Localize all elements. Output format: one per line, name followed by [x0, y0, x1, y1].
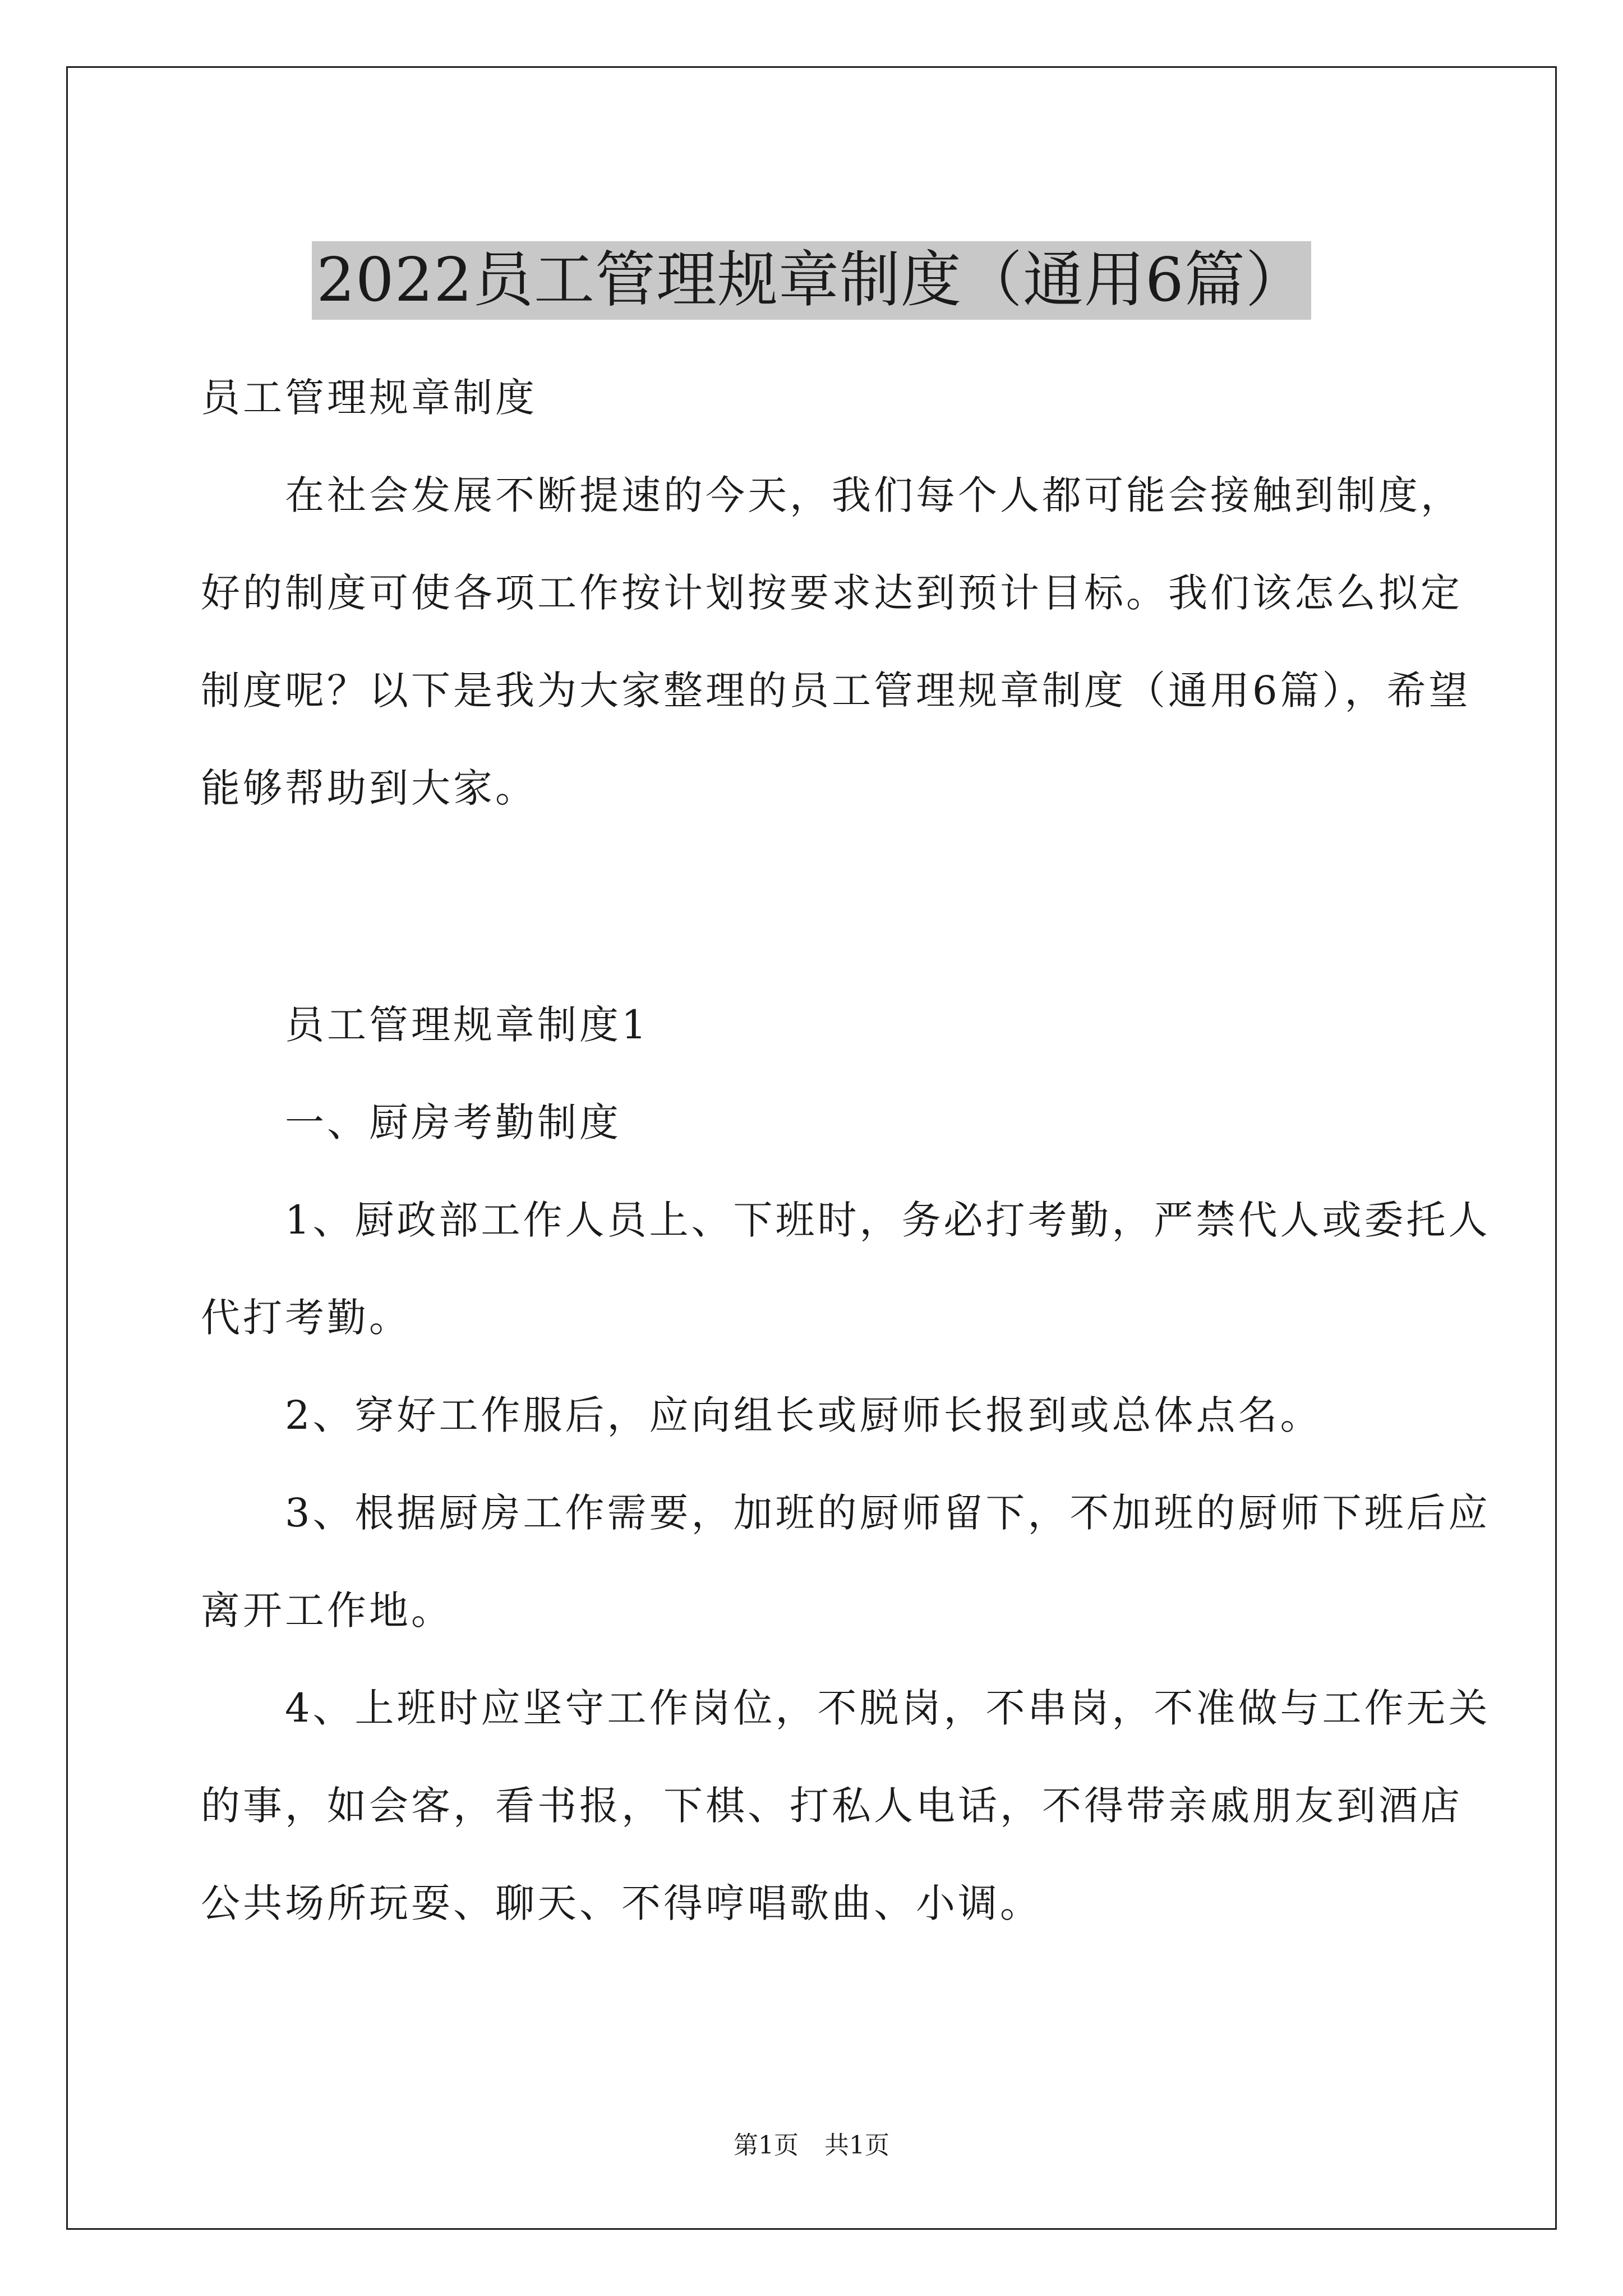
- intro-line-3: 制度呢？以下是我为大家整理的员工管理规章制度（通用6篇），希望: [201, 668, 1471, 714]
- page-number-current: 第1页: [734, 2131, 799, 2160]
- intro-line-2: 好的制度可使各项工作按计划按要求达到预计目标。我们该怎么拟定: [201, 570, 1463, 616]
- document-subtitle: 员工管理规章制度: [201, 375, 537, 421]
- item-line: 公共场所玩耍、聊天、不得哼唱歌曲、小调。: [201, 1880, 1042, 1926]
- page-footer: [0, 2129, 1623, 2162]
- item-line: 代打考勤。: [201, 1295, 411, 1341]
- item-line: 1、厨政部工作人员上、下班时，务必打考勤，严禁代人或委托人: [201, 1197, 1491, 1243]
- item-line: 的事，如会客，看书报，下棋、打私人电话，不得带亲戚朋友到酒店: [201, 1783, 1463, 1829]
- title-container: [0, 201, 1623, 361]
- intro-line-4: 能够帮助到大家。: [201, 765, 537, 811]
- item-line: 离开工作地。: [201, 1588, 453, 1634]
- section-heading: 员工管理规章制度1: [201, 1002, 649, 1048]
- item-line: 4、上班时应坚守工作岗位，不脱岗，不串岗，不准做与工作无关: [201, 1685, 1491, 1731]
- item-line: 3、根据厨房工作需要，加班的厨师留下，不加班的厨师下班后应: [201, 1490, 1491, 1536]
- page-number-total: 共1页: [824, 2131, 889, 2160]
- subsection-heading: 一、厨房考勤制度: [201, 1099, 621, 1145]
- intro-line-1: 在社会发展不断提速的今天，我们每个人都可能会接触到制度，: [201, 472, 1463, 518]
- document-title: 2022员工管理规章制度（通用6篇）: [312, 241, 1311, 320]
- item-line: 2、穿好工作服后，应向组长或厨师长报到或总体点名。: [201, 1392, 1322, 1438]
